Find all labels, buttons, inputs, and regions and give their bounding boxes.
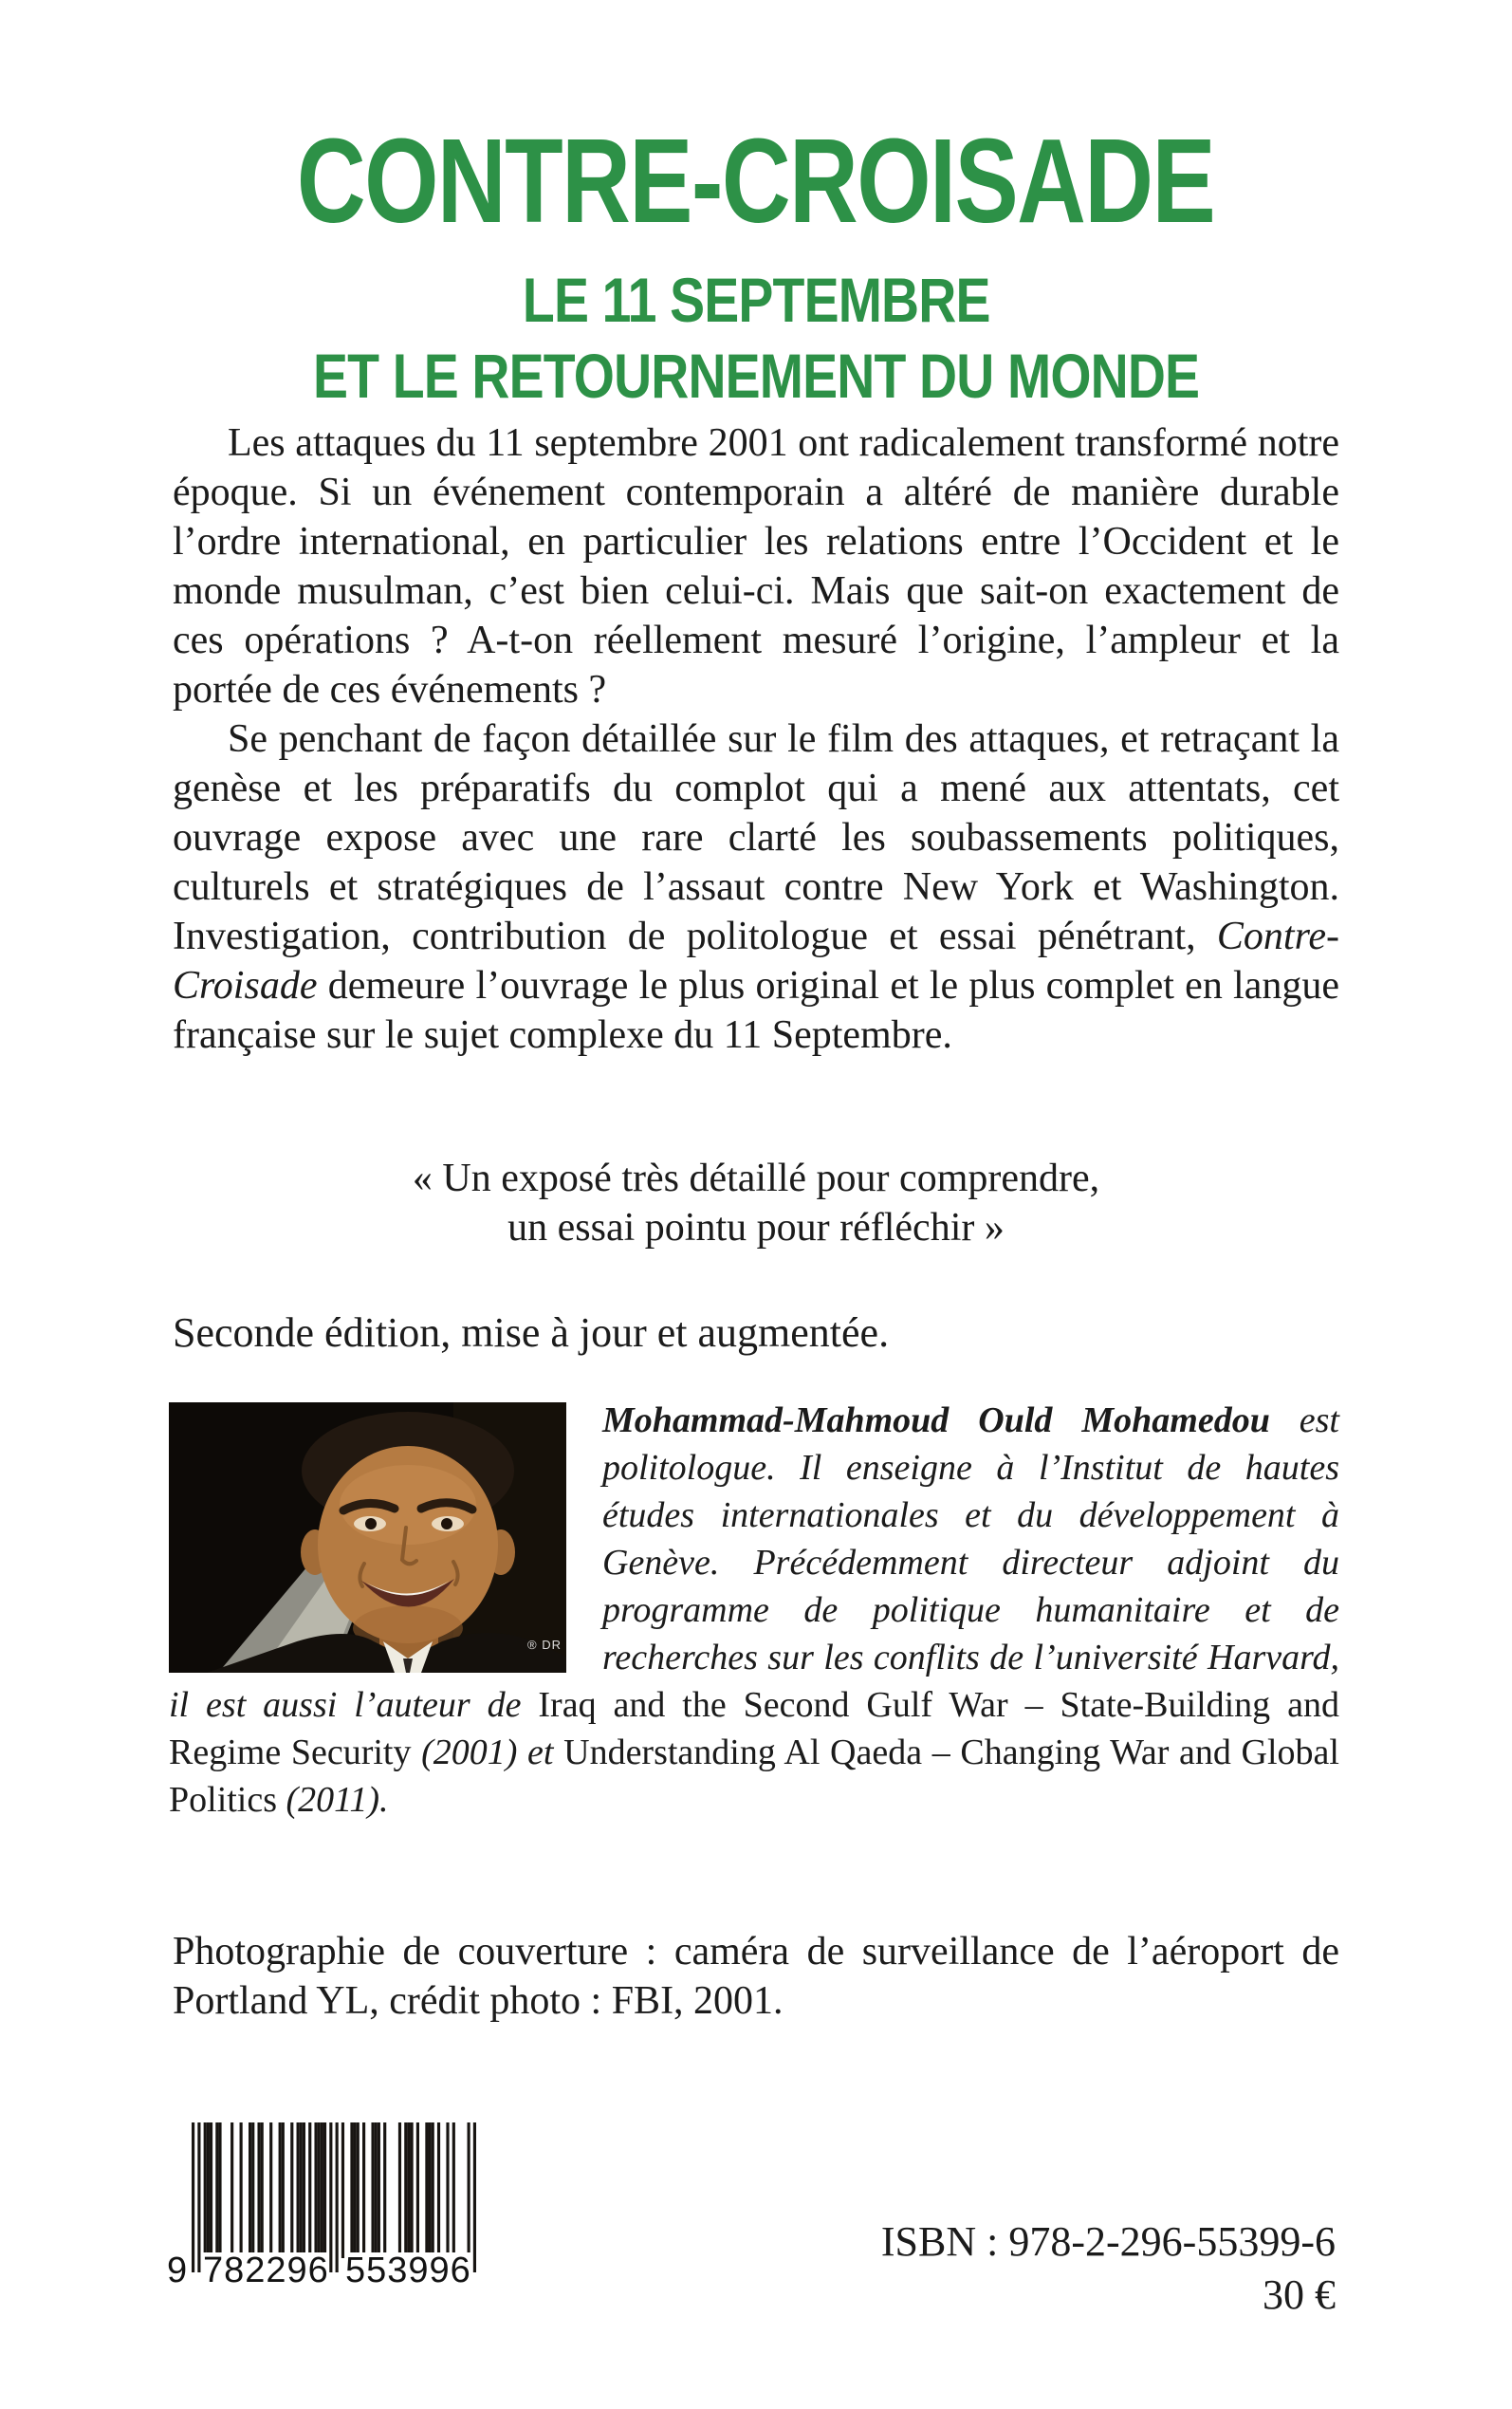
synopsis-p2-text: Se penchant de façon détaillée sur le film des attaques, et retraçant la genèse et les préparatifs du complot qui a mené aux attentats, cet ouvrage expose avec une rare clarté les soubassements politiques, culturels et stratégiques de l’assaut contre New York et Washington. Investigation, contribution de politologue et essai pénétrant, xyxy=(173,717,1339,958)
book-title-row xyxy=(0,114,1512,248)
cover-photo-credit: Photographie de couverture : caméra de surveillance de l’aéroport de Portland YL, crédit photo : FBI, 2001. xyxy=(173,1930,1339,2023)
title-block xyxy=(0,114,1512,414)
synopsis-p2-book-title: Contre-Croisade xyxy=(173,915,1339,1008)
bio-year-1: (2001) et xyxy=(411,1733,564,1772)
book-title: CONTRE-CROISADE xyxy=(297,114,1215,248)
quote-line-1: « Un exposé très détaillé pour comprendre, xyxy=(412,1157,1100,1200)
bio-book-title-2: Understanding Al Qaeda – Changing War and Global Politics xyxy=(169,1733,1339,1820)
author-bio xyxy=(169,1397,1339,1824)
barcode-digit-first: 9 xyxy=(167,2251,189,2290)
author-portrait-illustration xyxy=(169,1402,566,1673)
price: 30 € xyxy=(1263,2271,1336,2318)
isbn-line: ISBN : 978-2-296-55399-6 xyxy=(880,2218,1336,2265)
synopsis-paragraph-1: Les attaques du 11 septembre 2001 ont radicalement transformé notre époque. Si un événement contemporain a altéré de manière durable l’ordre international, en particulier les relations entre l’Occident et le monde musulman, c’est bien celui-ci. Mais que sait-on exactement de ces opérations ? A-t-on réellement mesuré l’origine, l’ampleur et la portée de ces événements ? xyxy=(173,421,1339,712)
synopsis-paragraph-2 xyxy=(173,714,1339,1060)
author-photo xyxy=(169,1402,566,1673)
synopsis-p2-text-end: demeure l’ouvrage le plus original et le plus complet en langue française sur le sujet complexe du 11 Septembre. xyxy=(173,964,1339,1057)
bio-text: est politologue. Il enseigne à l’Institut de hautes études internationales et du développement à Genève. Précédemment directeur adjoint du programme de politique humanitaire et de recherches sur les conflits de l’université Harvard, il est aussi l’auteur de xyxy=(169,1400,1339,1725)
book-subtitle xyxy=(0,262,1512,414)
barcode-digits-left: 782296 xyxy=(203,2251,329,2290)
bio-book-title-1: Iraq and the Second Gulf War – State-Building and Regime Security xyxy=(169,1685,1339,1772)
synopsis xyxy=(173,418,1339,1060)
photo-credit-mark: ® DR xyxy=(527,1638,562,1652)
isbn-block xyxy=(881,2215,1336,2322)
subtitle-line-1: LE 11 SEPTEMBRE xyxy=(522,265,990,335)
edition-note: Seconde édition, mise à jour et augmentée. xyxy=(173,1309,890,1356)
barcode-digits-right: 553996 xyxy=(345,2251,471,2290)
author-name: Mohammad-Mahmoud Ould Mohamedou xyxy=(602,1400,1270,1440)
quote-line-2: un essai pointu pour réfléchir » xyxy=(507,1206,1005,1250)
bio-year-2: (2011). xyxy=(277,1780,389,1820)
subtitle-line-2: ET LE RETOURNEMENT DU MONDE xyxy=(312,341,1200,411)
review-quote xyxy=(0,1154,1512,1252)
